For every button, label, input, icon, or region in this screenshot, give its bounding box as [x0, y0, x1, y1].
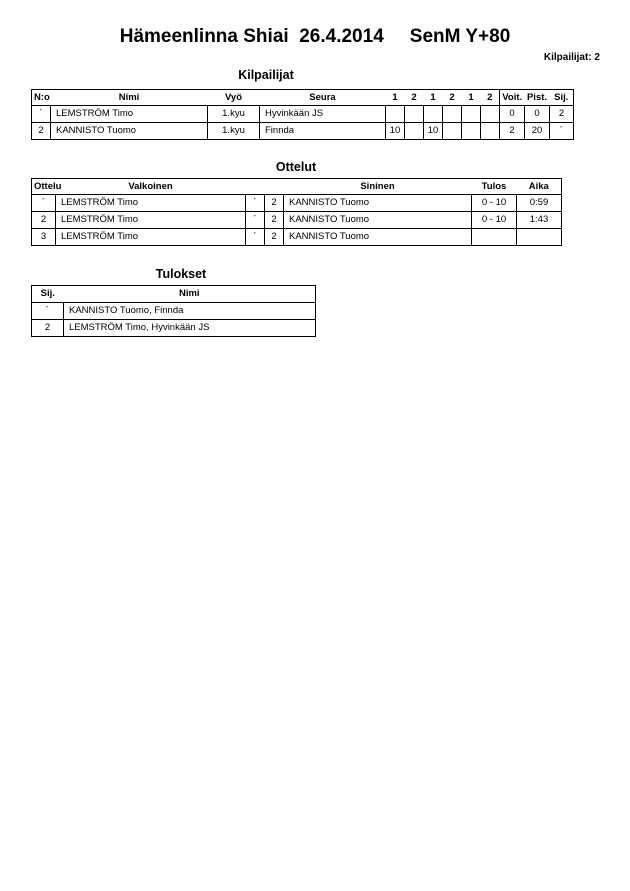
- table-row: [32, 212, 562, 229]
- col-header: 1: [424, 90, 443, 106]
- col-header: Pist.: [525, 90, 550, 106]
- col-header: N:o: [32, 90, 51, 106]
- cell-belt: 1.kyu: [208, 106, 260, 123]
- col-header: 1: [462, 90, 481, 106]
- cell-rank: 2: [32, 320, 64, 337]
- cell-score: [462, 123, 481, 140]
- cell-wins: 0: [500, 106, 525, 123]
- col-header: Vyö: [208, 90, 260, 106]
- competitors-count: Kilpailijat: 2: [543, 52, 600, 63]
- cell-white: LEMSTRÖM Timo: [56, 212, 246, 229]
- cell-white-no: ´: [246, 212, 265, 229]
- cell-match-no: ´: [32, 195, 56, 212]
- cell-points: 0: [525, 106, 550, 123]
- page-title: [0, 26, 630, 48]
- cell-belt: 1.kyu: [208, 123, 260, 140]
- col-header: Seura: [260, 90, 386, 106]
- col-header: Valkoinen: [56, 179, 246, 195]
- cell-rank: ´: [32, 303, 64, 320]
- cell-white-no: ´: [246, 229, 265, 246]
- cell-time: 1:43: [517, 212, 562, 229]
- col-header: Ottelu: [32, 179, 56, 195]
- cell-club: Finnda: [260, 123, 386, 140]
- table-row: [32, 229, 562, 246]
- table-header-row: [32, 90, 574, 106]
- cell-result: [472, 229, 517, 246]
- cell-blue-no: 2: [265, 229, 284, 246]
- cell-score: [443, 123, 462, 140]
- cell-white: LEMSTRÖM Timo: [56, 195, 246, 212]
- cell-time: [517, 229, 562, 246]
- cell-name: KANNISTO Tuomo: [51, 123, 208, 140]
- cell-name: KANNISTO Tuomo, Finnda: [64, 303, 316, 320]
- table-header-row: [32, 286, 316, 303]
- cell-score: [405, 106, 424, 123]
- cell-result: 0 - 10: [472, 212, 517, 229]
- col-header: Nimi: [51, 90, 208, 106]
- table-header-row: [32, 179, 562, 195]
- cell-result: 0 - 10: [472, 195, 517, 212]
- cell-blue: KANNISTO Tuomo: [284, 195, 472, 212]
- cell-name: LEMSTRÖM Timo, Hyvinkään JS: [64, 320, 316, 337]
- col-header: Aika: [517, 179, 562, 195]
- col-header: Nimi: [64, 286, 316, 303]
- cell-score: [424, 106, 443, 123]
- cell-no: 2: [32, 123, 51, 140]
- cell-no: ´: [32, 106, 51, 123]
- cell-score: [386, 106, 405, 123]
- col-header: Sininen: [284, 179, 472, 195]
- cell-score: 10: [424, 123, 443, 140]
- event-name: Hämeenlinna Shiai: [119, 26, 289, 47]
- cell-score: [443, 106, 462, 123]
- table-row: [32, 123, 574, 140]
- results-table: [31, 285, 316, 337]
- cell-club: Hyvinkään JS: [260, 106, 386, 123]
- category-name: SenM Y+80: [409, 26, 511, 47]
- col-header-empty: [265, 179, 284, 195]
- cell-match-no: 3: [32, 229, 56, 246]
- col-header: Sij.: [550, 90, 574, 106]
- event-date: 26.4.2014: [299, 26, 384, 47]
- competitors-table: [31, 89, 574, 140]
- col-header: 2: [405, 90, 424, 106]
- cell-time: 0:59: [517, 195, 562, 212]
- cell-score: [462, 106, 481, 123]
- cell-blue: KANNISTO Tuomo: [284, 212, 472, 229]
- cell-white-no: ´: [246, 195, 265, 212]
- table-row: [32, 106, 574, 123]
- cell-blue-no: 2: [265, 212, 284, 229]
- section-title-ottelut: Ottelut: [275, 160, 317, 174]
- cell-score: 10: [386, 123, 405, 140]
- cell-white: LEMSTRÖM Timo: [56, 229, 246, 246]
- col-header: 2: [443, 90, 462, 106]
- table-row: [32, 195, 562, 212]
- cell-rank: 2: [550, 106, 574, 123]
- cell-score: [481, 106, 500, 123]
- table-row: [32, 320, 316, 337]
- col-header-empty: [246, 179, 265, 195]
- col-header: Sij.: [32, 286, 64, 303]
- cell-score: [481, 123, 500, 140]
- cell-name: LEMSTRÖM Timo: [51, 106, 208, 123]
- cell-blue-no: 2: [265, 195, 284, 212]
- col-header: 1: [386, 90, 405, 106]
- col-header: Voit.: [500, 90, 525, 106]
- section-title-tulokset: Tulokset: [155, 267, 207, 281]
- cell-blue: KANNISTO Tuomo: [284, 229, 472, 246]
- cell-points: 20: [525, 123, 550, 140]
- cell-wins: 2: [500, 123, 525, 140]
- cell-rank: ´: [550, 123, 574, 140]
- col-header: Tulos: [472, 179, 517, 195]
- section-title-kilpailijat: Kilpailijat: [238, 68, 294, 82]
- cell-match-no: 2: [32, 212, 56, 229]
- matches-table: [31, 178, 562, 246]
- col-header: 2: [481, 90, 500, 106]
- cell-score: [405, 123, 424, 140]
- table-row: [32, 303, 316, 320]
